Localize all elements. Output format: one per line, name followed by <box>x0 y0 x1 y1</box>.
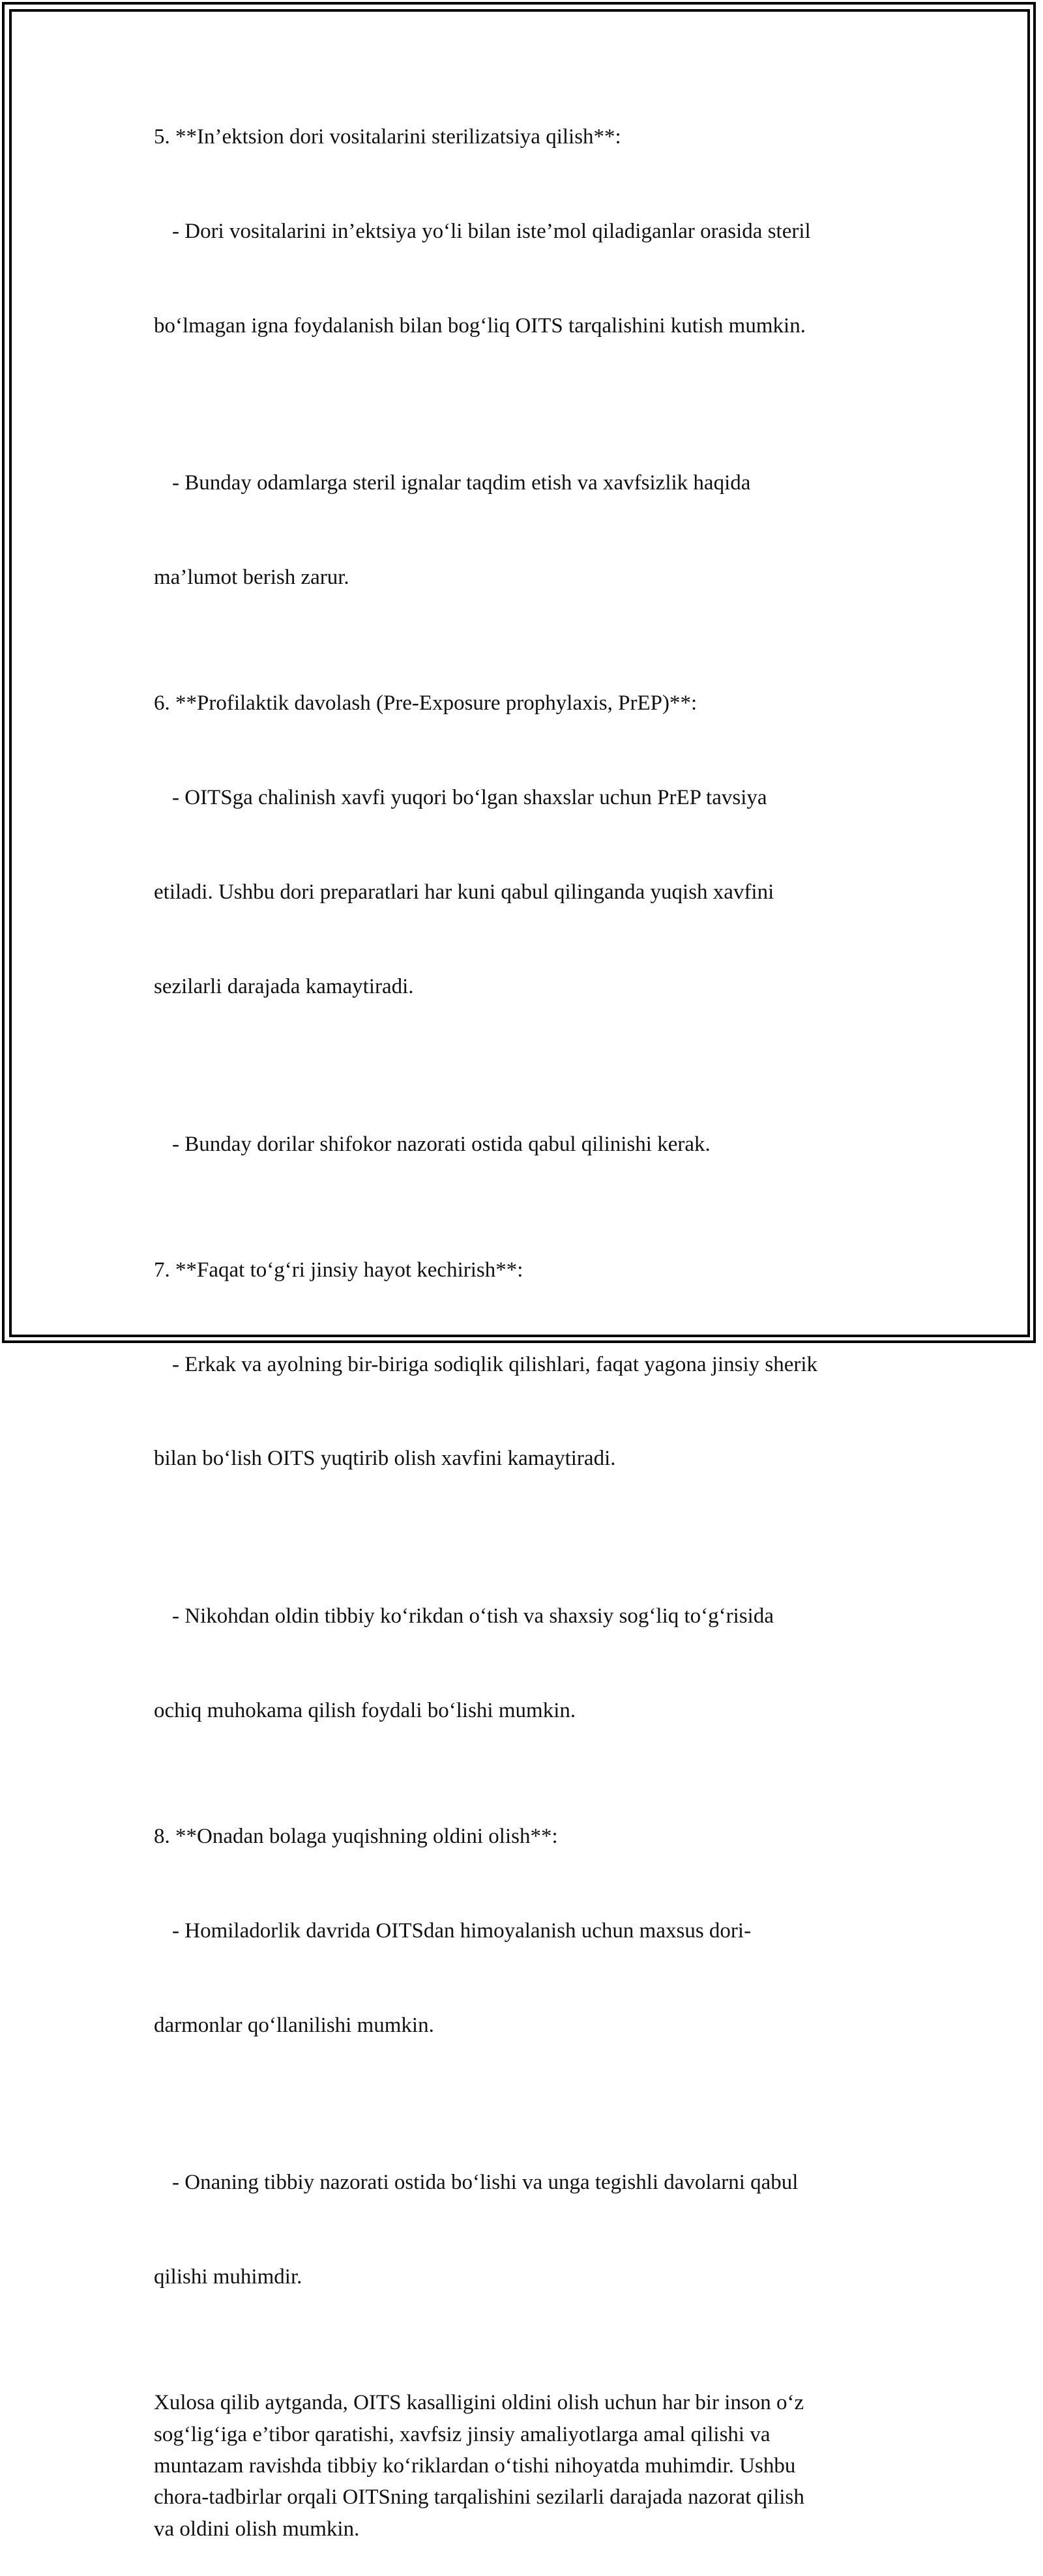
bullet-item <box>154 719 897 1065</box>
conclusion-paragraph <box>154 2387 897 2544</box>
bullet-line: darmonlar qo‘llanilishi mumkin. <box>154 2013 434 2037</box>
bullet-line: - Erkak va ayolning bir-biriga sodiqlik qilishlari, faqat yagona jinsiy sherik <box>172 1352 818 1376</box>
conclusion-line: sog‘lig‘iga e’tibor qaratishi, xavfsiz jinsiy amaliyotlarga amal qilishi va <box>154 2422 771 2446</box>
bullet-line: bo‘lmagan igna foydalanish bilan bog‘liq OITS tarqalishini kutish mumkin. <box>154 313 806 338</box>
bullet-item <box>154 1537 897 1789</box>
bullet-line: - Bunday dorilar shifokor nazorati ostida qabul qilinishi kerak. <box>172 1132 711 1156</box>
bullet-line: ma’lumot berish zarur. <box>154 566 349 590</box>
bullet-line: - Dori vositalarini in’ektsiya yo‘li bilan iste’mol qiladiganlar orasida steril <box>172 219 811 243</box>
bullet-item <box>154 2104 897 2356</box>
section-5 <box>154 121 897 656</box>
section-heading: 6. **Profilaktik davolash (Pre-Exposure prophylaxis, PrEP)**: <box>154 691 698 716</box>
section-8 <box>154 1821 897 2356</box>
section-7 <box>154 1254 897 1789</box>
bullet-line: ochiq muhokama qilish foydali bo‘lishi mumkin. <box>154 1698 576 1722</box>
section-6 <box>154 687 897 1223</box>
section-heading: 8. **Onadan bolaga yuqishning oldini olish**: <box>154 1825 558 1849</box>
bullet-item <box>154 1286 897 1537</box>
bullet-line: - Onaning tibbiy nazorati ostida bo‘lishi va unga tegishli davolarni qabul <box>172 2171 799 2195</box>
conclusion-line: Xulosa qilib aytganda, OITS kasalligini oldini olish uchun har bir inson o‘z <box>154 2391 804 2415</box>
bullet-line: qilishi muhimdir. <box>154 2265 302 2289</box>
bullet-line: - OITSga chalinish xavfi yuqori bo‘lgan shaxslar uchun PrEP tavsiya <box>172 786 767 810</box>
bullet-item <box>154 1065 897 1223</box>
bullet-line: - Nikohdan oldin tibbiy ko‘rikdan o‘tish va shaxsiy sog‘liq to‘g‘risida <box>172 1604 774 1628</box>
conclusion-line: chora-tadbirlar orqali OITSning tarqalishini sezilarli darajada nazorat qilish <box>154 2485 804 2510</box>
bullet-line: - Homiladorlik davrida OITSdan himoyalanish uchun maxsus dori- <box>172 1918 752 1943</box>
section-heading: 5. **In’ektsion dori vositalarini sterilizatsiya qilish**: <box>154 125 621 149</box>
bullet-item <box>154 1852 897 2104</box>
bullet-line: etiladi. Ushbu dori preparatlari har kuni qabul qilinganda yuqish xavfini <box>154 880 774 904</box>
conclusion-line: muntazam ravishda tibbiy ko‘riklardan o‘tishi nihoyatda muhimdir. Ushbu <box>154 2453 796 2478</box>
section-heading: 7. **Faqat to‘g‘ri jinsiy hayot kechirish**: <box>154 1258 523 1282</box>
bullet-line: sezilarli darajada kamaytiradi. <box>154 975 414 999</box>
conclusion-line: va oldini olish mumkin. <box>154 2517 360 2541</box>
bullet-item <box>154 405 897 656</box>
bullet-line: bilan bo‘lish OITS yuqtirib olish xavfini kamaytiradi. <box>154 1447 616 1471</box>
bullet-item <box>154 152 897 404</box>
bullet-line: - Bunday odamlarga steril ignalar taqdim etish va xavfsizlik haqida <box>172 471 751 495</box>
